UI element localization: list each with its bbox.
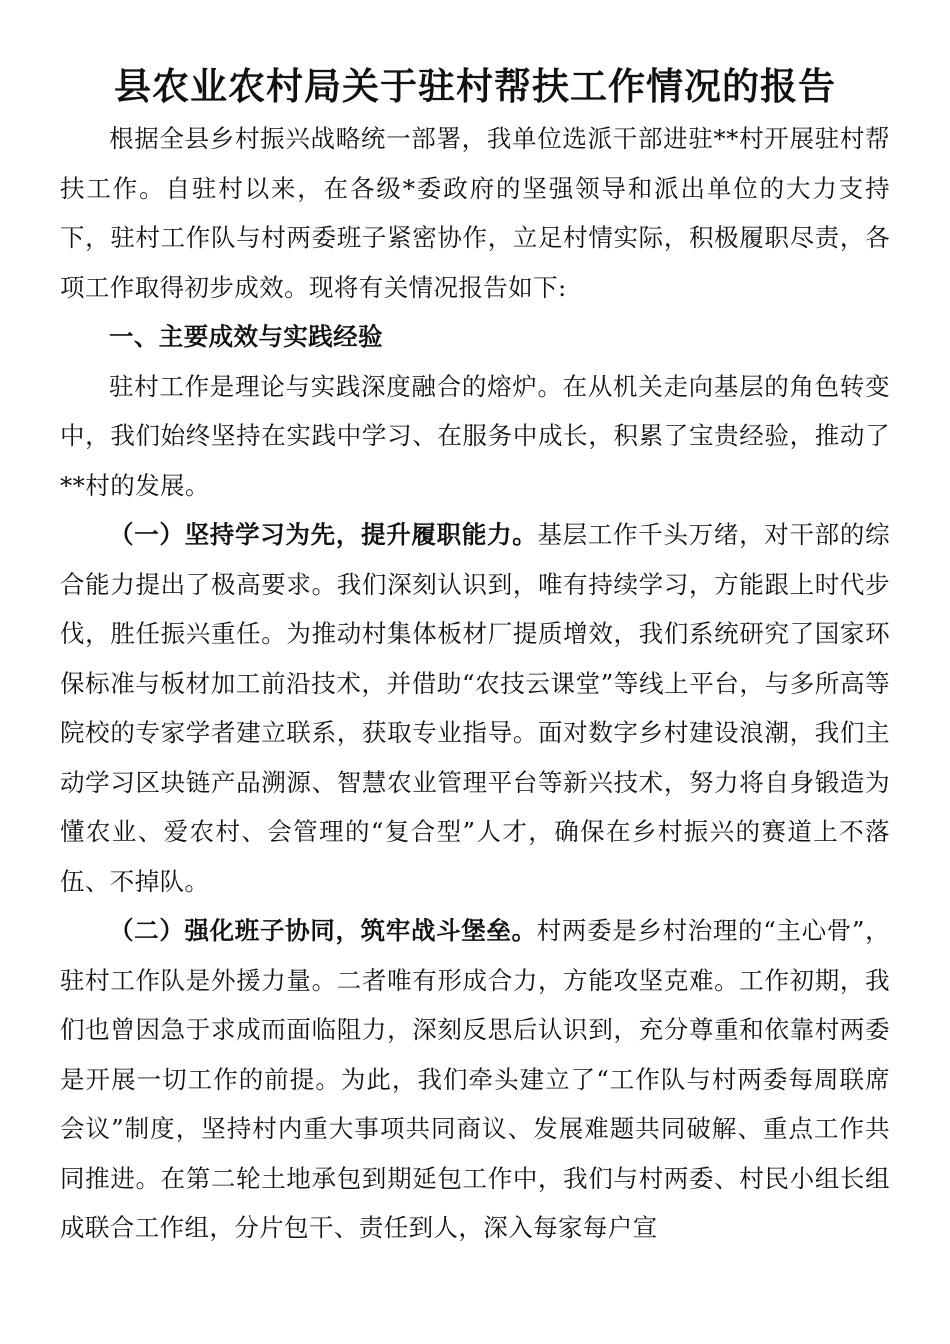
- subsection-paragraph-2: [60, 906, 890, 1253]
- document-body: [60, 114, 890, 1253]
- subsection-text-1: 基层工作千头万绪，对干部的综合能力提出了极高要求。我们深刻认识到，唯有持续学习，方能跟上时代步伐，胜任振兴重任。为推动村集体板材厂提质增效，我们系统研究了国家环保标准与板材加工前沿技术，并借助“农技云课堂”等线上平台，与多所高等院校的专家学者建立联系，获取专业指导。面对数字乡村建设浪潮，我们主动学习区块链产品溯源、智慧农业管理平台等新兴技术，努力将自身锻造为懂农业、爱农村、会管理的“复合型”人才，确保在乡村振兴的赛道上不落伍、不掉队。: [60, 520, 890, 896]
- section-summary-paragraph: 驻村工作是理论与实践深度融合的熔炉。在从机关走向基层的角色转变中，我们始终坚持在实践中学习、在服务中成长，积累了宝贵经验，推动了**村的发展。: [60, 371, 890, 500]
- subsection-lead-2: （二）强化班子协同，筑牢战斗堡垒。: [109, 916, 537, 945]
- section-heading: 一、主要成效与实践经验: [109, 322, 383, 351]
- subsection-lead-1: （一）坚持学习为先，提升履职能力。: [109, 520, 538, 549]
- subsection-paragraph-1: [60, 510, 890, 906]
- document-title: 县农业农村局关于驻村帮扶工作情况的报告: [114, 64, 836, 108]
- intro-paragraph: 根据全县乡村振兴战略统一部署，我单位选派干部进驻**村开展驻村帮扶工作。自驻村以来，在各级*委政府的坚强领导和派出单位的大力支持下，驻村工作队与村两委班子紧密协作，立足村情实际，积极履职尽责，各项工作取得初步成效。现将有关情况报告如下:: [60, 124, 890, 302]
- subsection-text-2: 村两委是乡村治理的“主心骨”，驻村工作队是外援力量。二者唯有形成合力，方能攻坚克难。工作初期，我们也曾因急于求成而面临阻力，深刻反思后认识到，充分尊重和依靠村两委是开展一切工作的前提。为此，我们牵头建立了“工作队与村两委每周联席会议”制度，坚持村内重大事项共同商议、发展难题共同破解、重点工作共同推进。在第二轮土地承包到期延包工作中，我们与村两委、村民小组长组成联合工作组，分片包干、责任到人，深入每家每户宣: [60, 916, 890, 1242]
